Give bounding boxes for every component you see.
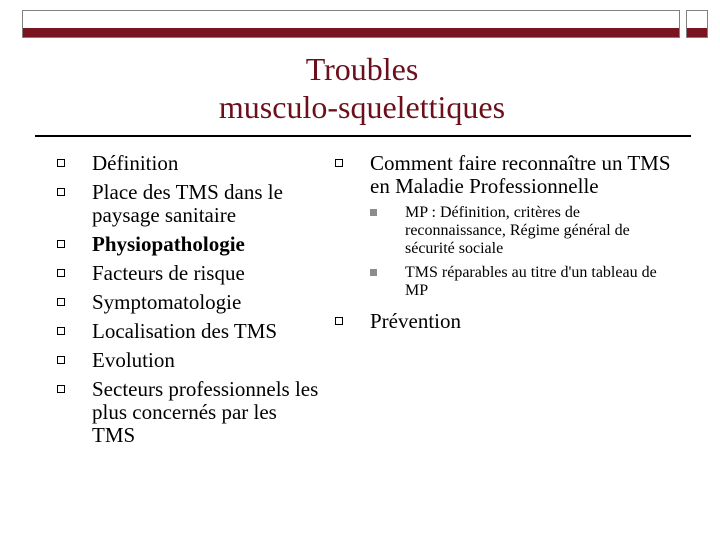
corner-accent-stripe: [687, 28, 707, 37]
square-bullet-icon: [335, 317, 343, 325]
list-item-text: Définition: [92, 151, 179, 175]
slide-title-line-1: Troubles: [305, 51, 419, 87]
square-bullet-icon: [57, 269, 65, 277]
list-item-text: Secteurs professionnels les plus concernés par les TMS: [92, 377, 319, 447]
list-item-text: Localisation des TMS: [92, 319, 278, 343]
list-item-physiopathologie: [55, 233, 320, 256]
right-bullet-list: [333, 152, 673, 339]
header-decoration-bar: [22, 10, 680, 38]
square-bullet-icon: [57, 327, 65, 335]
list-item-evolution: [55, 349, 320, 372]
list-item-place-tms: [55, 181, 320, 227]
list-item-text: Physiopathologie: [92, 232, 245, 256]
list-item-text: Symptomatologie: [92, 290, 242, 314]
square-bullet-icon: [57, 298, 65, 306]
slide-title: [0, 50, 720, 126]
square-bullet-icon: [57, 240, 65, 248]
filled-square-bullet-icon: [370, 269, 377, 276]
square-bullet-icon: [57, 188, 65, 196]
corner-decoration-box: [686, 10, 708, 38]
sub-bullet-list: [333, 204, 673, 300]
filled-square-bullet-icon: [370, 209, 377, 216]
list-item-prevention: [333, 310, 673, 333]
title-divider: [35, 135, 691, 137]
list-item-secteurs: [55, 378, 320, 447]
list-item-text: Comment faire reconnaître un TMS en Maladie Professionnelle: [370, 151, 671, 198]
list-item-facteurs-risque: [55, 262, 320, 285]
sub-list-item-tms-reparables: [333, 264, 673, 300]
square-bullet-icon: [57, 159, 65, 167]
header-accent-stripe: [23, 28, 679, 37]
list-item-symptomatologie: [55, 291, 320, 314]
list-item-text: Facteurs de risque: [92, 261, 245, 285]
slide-title-line-2: musculo-squelettiques: [218, 89, 506, 125]
sub-list-item-text: TMS réparables au titre d'un tableau de MP: [405, 264, 657, 299]
left-bullet-list: [55, 152, 320, 453]
sub-list-item-text: MP : Définition, critères de reconnaissance, Régime général de sécurité sociale: [405, 204, 630, 257]
square-bullet-icon: [57, 356, 65, 364]
square-bullet-icon: [57, 385, 65, 393]
sub-list-item-mp-definition: [333, 204, 673, 258]
list-item-text: Prévention: [370, 309, 461, 333]
list-item-reconnaissance-mp: [333, 152, 673, 198]
list-item-definition: [55, 152, 320, 175]
list-item-text: Evolution: [92, 348, 175, 372]
list-item-localisation: [55, 320, 320, 343]
list-item-text: Place des TMS dans le paysage sanitaire: [92, 180, 283, 227]
square-bullet-icon: [335, 159, 343, 167]
